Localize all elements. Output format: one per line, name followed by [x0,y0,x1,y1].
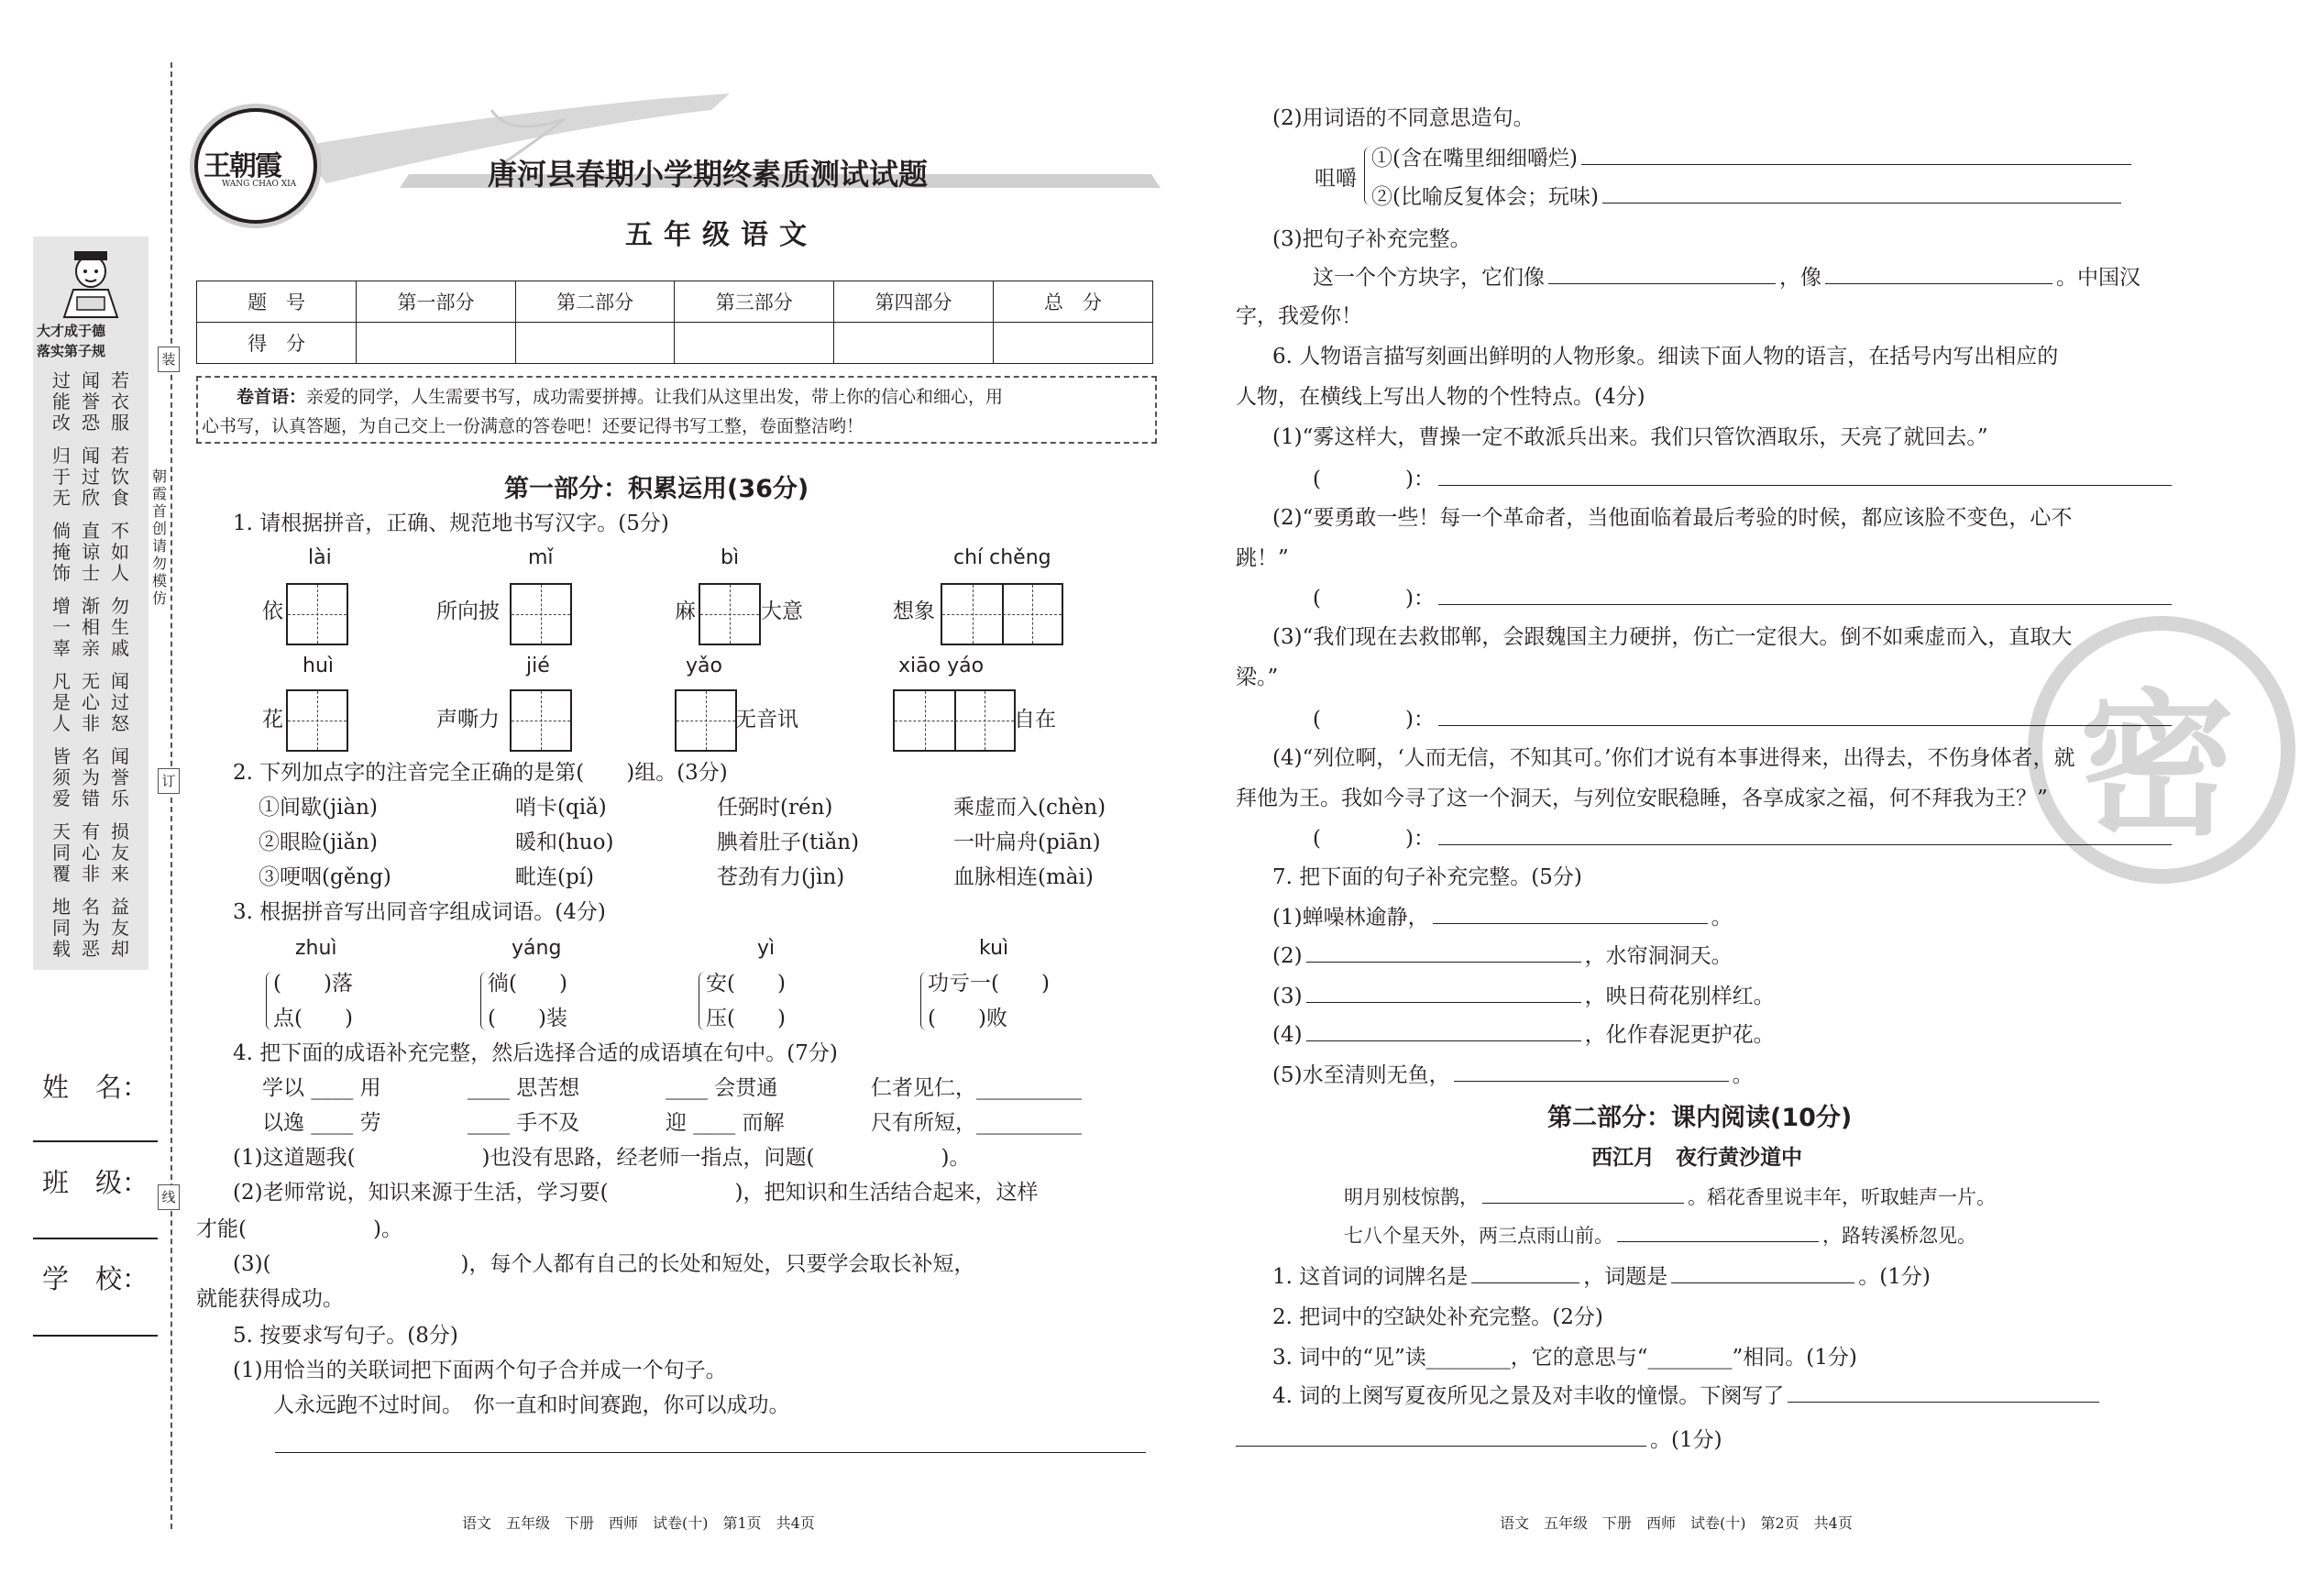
q4-idiom: 以逸 ____ 劳 [262,1111,381,1135]
pinyin: yì [757,937,776,960]
score-header: 第二部分 [515,281,675,323]
q4-idiom: ____ 会贯通 [666,1076,778,1100]
q3-item: 压( ) [706,1007,786,1030]
dizigui-text: 闻过欣 [82,445,100,509]
q3-item: 功亏一( ) [928,972,1050,996]
q6-answer[interactable]: ( )： [1313,710,2175,731]
footer-left: 语文 五年级 下册 西师 试卷(十) 第1页 共4页 [462,1514,815,1532]
dizigui-sidebar [33,237,149,970]
q2-option: 暖和(huo) [515,831,614,854]
brace [699,972,705,1030]
q6-answer[interactable]: ( )： [1313,589,2175,610]
dizigui-text: 增一辜 [52,595,71,659]
pinyin: mǐ [528,546,554,569]
score-cell[interactable] [357,323,516,364]
class-field[interactable] [33,1238,158,1239]
writing-grid[interactable] [675,689,737,752]
q3-item: 安( ) [706,972,786,996]
dizigui-text: 皆须爱 [52,745,71,809]
q2-prompt: 2. 下列加点字的注音完全正确的是第( )组。(3分) [233,761,728,785]
reading-q1: 1. 这首词的词牌名是 ，词题是 。(1分) [1272,1265,1931,1289]
score-cell[interactable] [993,323,1152,364]
q3-prompt: 3. 根据拼音写出同音字组成词语。(4分) [233,900,606,924]
preface-label: 卷首语： [237,387,307,407]
q2-option: 任弼时(rén) [717,796,833,820]
poem-line: 七八个星天外，两三点雨山前。 ，路转溪桥忽见。 [1344,1225,1976,1247]
reading-q2: 2. 把词中的空缺处补充完整。(2分) [1272,1305,1603,1329]
q1-text: 自在 [1014,708,1056,732]
footer-right: 语文 五年级 下册 西师 试卷(十) 第2页 共4页 [1500,1514,1853,1532]
dizigui-text: 损友来 [111,820,129,885]
pinyin: xiāo yáo [898,655,985,677]
seal-mark-3: 线 [158,1184,180,1210]
q6-quote: (3)“我们现在去救邯郸，会跟魏国主力硬拼，伤亡一定很大。倒不如乘虚而入，直取大 [1272,625,2073,649]
dizigui-text: 无心非 [82,670,100,734]
q7-item: (5)水至清则无鱼， 。 [1272,1063,1754,1087]
brace [1364,147,1370,205]
pinyin: bì [721,546,740,569]
q5-2-meaning: ②(比喻反复体会；玩味) [1371,187,2125,208]
pinyin: chí chěng [953,546,1051,569]
copyright-note: 朝霞首创 请勿模仿 [152,468,182,607]
subject-title: 五年级语文 [625,219,818,251]
writing-grid[interactable] [893,689,1016,752]
part2-title: 第二部分：课内阅读(10分) [1547,1104,1853,1132]
motto-2: 落实第子规 [37,343,106,359]
q5-3-prompt: (3)把句子补充完整。 [1272,227,1471,251]
dizigui-text: 倘掩饰 [52,520,71,584]
score-header: 第一部分 [357,281,516,323]
pinyin: yáng [512,937,562,960]
q7-item: (3) ，映日荷花别样红。 [1272,985,1775,1008]
q4-idiom: ____ 思苦想 [468,1076,580,1100]
writing-grid[interactable] [941,583,1063,645]
q1-text: 想象 [893,600,935,623]
q6-quote: 跳！” [1236,546,1289,570]
dizigui-text: 闻过怒 [111,670,129,734]
reading-q4: 4. 词的上阕写夏夜所见之景及对丰收的憧憬。下阕写了 [1272,1386,2103,1407]
class-label: 班 级： [42,1167,149,1198]
q7-item: (2) ，水帘洞洞天。 [1272,944,1733,968]
q5-2-meaning: ①(含在嘴里细细嚼烂) [1371,149,2135,170]
q2-option: 乘虚而入(chèn) [953,796,1106,820]
q4-prompt: 4. 把下面的成语补充完整，然后选择合适的成语填在句中。(7分) [233,1041,838,1065]
binding-line [171,62,172,1529]
q4-sentence: (2)老师常说，知识来源于生活，学习要( )，把知识和生活结合起来，这样 [233,1181,1039,1205]
q6-quote: 梁。” [1236,666,1279,689]
q3-item: 点( ) [273,1007,353,1030]
score-row-label: 得 分 [197,323,357,364]
q5-2-prompt: (2)用词语的不同意思造句。 [1272,106,1535,130]
dizigui-text: 闻誉恐 [82,369,100,434]
poem-line: 明月别枝惊鹊， 。稻花香里说丰年，听取蛙声一片。 [1344,1186,1996,1208]
q5-3-sentence: 字，我爱你！ [1236,304,1362,328]
q1-text: 所向披 [436,600,500,623]
logo-badge [194,108,317,224]
q2-option: 一叶扁舟(piān) [953,831,1101,854]
preface-text: 亲爱的同学，人生需要书写，成功需要拼搏。让我们从这里出发，带上你的信心和细心，用 [306,387,1004,407]
q4-sentence: (1)这道题我( )也没有思路，经老师一指点，问题( )。 [233,1146,971,1170]
q5-subprompt: (1)用恰当的关联词把下面两个句子合并成一个句子。 [233,1359,727,1382]
q7-item: (4) ，化作春泥更护花。 [1272,1023,1775,1047]
school-field[interactable] [33,1335,158,1337]
reading-q4: 。(1分) [1236,1430,1722,1451]
q2-option: ③哽咽(gěng) [259,865,391,889]
q1-text: 无音讯 [735,708,798,732]
answer-line[interactable] [275,1452,1146,1453]
brace [266,972,272,1030]
dizigui-text: 凡是人 [52,670,71,734]
preface-box [196,376,1157,444]
q7-prompt: 7. 把下面的句子补充完整。(5分) [1272,865,1582,889]
logo-subtext: WANG CHAO XIA [222,180,297,189]
exam-title: 唐河县春期小学期终素质测试试题 [488,157,929,192]
brace [920,972,927,1030]
writing-grid[interactable] [286,689,348,752]
dizigui-text: 名为错 [82,745,100,809]
dizigui-text: 归于无 [52,445,71,509]
poem-title: 西江月 夜行黄沙道中 [1591,1146,1802,1170]
writing-grid[interactable] [510,583,572,645]
score-table [196,281,1153,364]
q3-item: ( )落 [273,972,353,996]
q4-idiom: 学以 ____ 用 [262,1076,381,1100]
score-cell[interactable] [515,323,675,364]
q5-3-sentence: 这一个个方块字，它们像 ，像 。中国汉 [1313,266,2140,290]
q1-text: 麻 [675,600,696,623]
dizigui-text: 名为恶 [82,896,100,960]
seal-mark-1: 装 [158,347,180,372]
logo-text: 王朝霞 [204,150,281,182]
preface-text: 心书写，认真答题，为自己交上一份满意的答卷吧！还要记得书写工整，卷面整洁哟！ [202,416,864,436]
dizigui-text: 直谅士 [82,520,100,584]
q2-option: ②眼睑(jiǎn) [259,831,378,854]
dizigui-text: 闻誉乐 [111,745,129,809]
writing-grid[interactable] [510,689,572,752]
writing-grid[interactable] [286,583,348,645]
dizigui-text: 渐相亲 [82,595,100,659]
q1-text: 依 [262,600,283,623]
q6-answer[interactable]: ( )： [1313,469,2175,490]
q3-item: ( )装 [488,1007,567,1030]
q6-prompt: 人物，在横线上写出人物的个性特点。(4分) [1236,385,1645,409]
dizigui-text: 天同覆 [52,820,71,885]
q1-prompt: 1. 请根据拼音，正确、规范地书写汉字。(5分) [233,512,669,535]
motto-1: 大才成于德 [37,323,106,339]
dizigui-text: 若饮食 [111,445,129,509]
pinyin: kuì [979,937,1009,960]
pinyin: huì [303,655,334,677]
q7-item: (1)蝉噪林逾静， 。 [1272,906,1733,930]
dizigui-text: 地同载 [52,896,71,960]
pinyin: zhuì [295,937,337,960]
score-header: 题 号 [197,281,357,323]
q5-prompt: 5. 按要求写句子。(8分) [233,1324,458,1348]
dizigui-text: 不如人 [111,520,129,584]
score-cell[interactable] [834,323,994,364]
stamp-text: 密 [2079,674,2236,857]
part1-title: 第一部分：积累运用(36分) [504,475,809,503]
school-label: 学 校： [42,1263,149,1294]
scholar-illustration [51,246,130,319]
dizigui-text: 勿生戚 [111,595,129,659]
name-field[interactable] [33,1140,158,1142]
q1-text: 大意 [761,600,803,623]
score-header: 第四部分 [834,281,994,323]
q6-quote: (2)“要勇敢一些！每一个革命者，当他面临着最后考验的时候，都应该脸不变色，心不 [1272,506,2073,530]
q6-quote: (4)“列位啊，‘人而无信，不知其可。’你们才说有本事进得来，出得去，不伤身体者，就 [1272,746,2075,770]
q2-option: 腆着肚子(tiǎn) [717,831,860,854]
score-cell[interactable] [675,323,834,364]
seal-mark-2: 订 [158,768,180,794]
brace [480,972,487,1030]
q1-text: 花 [262,708,283,732]
q1-text: 声嘶力 [436,708,500,732]
pinyin: jié [526,655,550,677]
pinyin: lài [308,546,332,569]
dizigui-text: 若衣服 [111,369,129,434]
q2-option: 哨卡(qiǎ) [515,796,607,820]
q4-idiom: 仁者见仁，__________ [871,1076,1082,1100]
q5-sentence: 人永远跑不过时间。 你一直和时间赛跑，你可以成功。 [273,1393,790,1417]
q4-sentence: (3)( )，每个人都有自己的长处和短处，只要学会取长补短， [233,1252,975,1276]
q4-idiom: 迎 ____ 而解 [666,1111,785,1135]
q2-option: 苍劲有力(jìn) [717,865,845,889]
dizigui-text: 过能改 [52,369,71,434]
dizigui-text: 有心非 [82,820,100,885]
reading-q3: 3. 词中的“见”读________，它的意思与“________”相同。(1分) [1272,1346,1857,1370]
q2-option: ①间歇(jiàn) [259,796,378,820]
q3-item: ( )败 [928,1007,1007,1030]
q4-idiom: 尺有所短，__________ [871,1111,1082,1135]
score-header: 第三部分 [675,281,834,323]
q6-quote: 拜他为王。我如今寻了这一个洞天，与列位安眠稳睡，各享成家之福，何不拜我为王？” [1236,787,2048,810]
q3-item: 徜( ) [488,972,567,996]
score-header: 总 分 [993,281,1152,323]
q4-sentence: 就能获得成功。 [196,1287,344,1311]
writing-grid[interactable] [699,583,761,645]
pinyin: yǎo [686,655,722,677]
q4-idiom: ____ 手不及 [468,1111,580,1135]
q2-option: 血脉相连(mài) [953,865,1094,889]
q6-quote: (1)“雾这样大，曹操一定不敢派兵出来。我们只管饮酒取乐，天亮了就回去。” [1272,425,1988,449]
q6-prompt: 6. 人物语言描写刻画出鲜明的人物形象。细读下面人物的语言，在括号内写出相应的 [1272,345,2059,369]
q4-sentence: 才能( )。 [196,1217,402,1241]
q6-answer[interactable]: ( )： [1313,829,2175,850]
name-label: 姓 名： [42,1072,149,1103]
q5-2-word: 咀嚼 [1315,167,1357,191]
dizigui-text: 益友却 [111,896,129,960]
q2-option: 毗连(pí) [515,865,595,889]
